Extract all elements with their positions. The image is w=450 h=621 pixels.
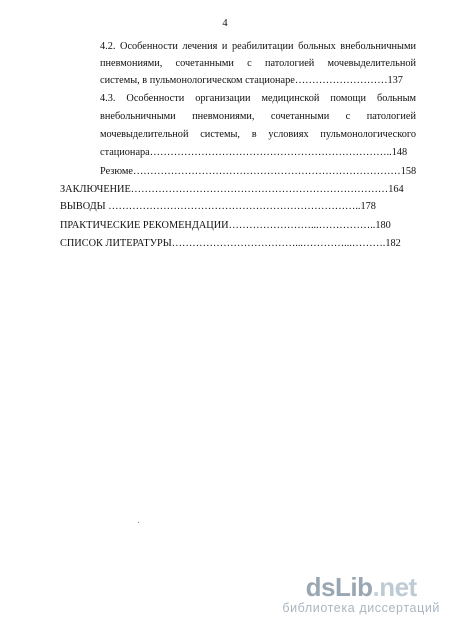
logo-net: net [379,572,417,602]
toc-4-2-line-2: пневмониями, сочетанными с патологией мочевыделительной [100,58,416,69]
toc-4-3-line-3: мочевыделительной системы, в условиях пульмонологического [100,129,416,140]
toc-4-2-line-3: системы, в пульмонологическом стационаре………………………137 [100,75,403,86]
toc-4-3-line-1: 4.3. Особенности организации медицинской помощи больным [100,93,416,104]
logo-dot: . [372,572,380,602]
dslib-logo [282,573,440,601]
toc-4-2-line-1: 4.2. Особенности лечения и реабилитации больных внебольничными [100,41,416,52]
toc-references: СПИСОК ЛИТЕРАТУРЫ………………………………...…………...……….182 [60,238,401,249]
logo-ds: ds [305,572,335,602]
toc-resume: Резюме……………………………………………………………………158 [100,166,416,177]
dslib-watermark [282,573,440,615]
logo-lib: Lib [334,572,373,602]
toc-conclusion: ЗАКЛЮЧЕНИЕ…………………………………………………………………164 [60,184,404,195]
toc-4-3-line-4: стационара……………………………………………………………..148 [100,147,408,158]
toc-4-3-line-2: внебольничными пневмониями, сочетанными с патологией [100,111,416,122]
toc-findings: ВЫВОДЫ ………………………………………………………………..178 [60,201,376,212]
watermark-subtitle: библиотека диссертаций [282,601,440,615]
page-number: 4 [222,18,228,29]
toc-recommendations: ПРАКТИЧЕСКИЕ РЕКОМЕНДАЦИИ……………………...……………..180 [60,220,391,231]
scan-speck [138,522,139,523]
